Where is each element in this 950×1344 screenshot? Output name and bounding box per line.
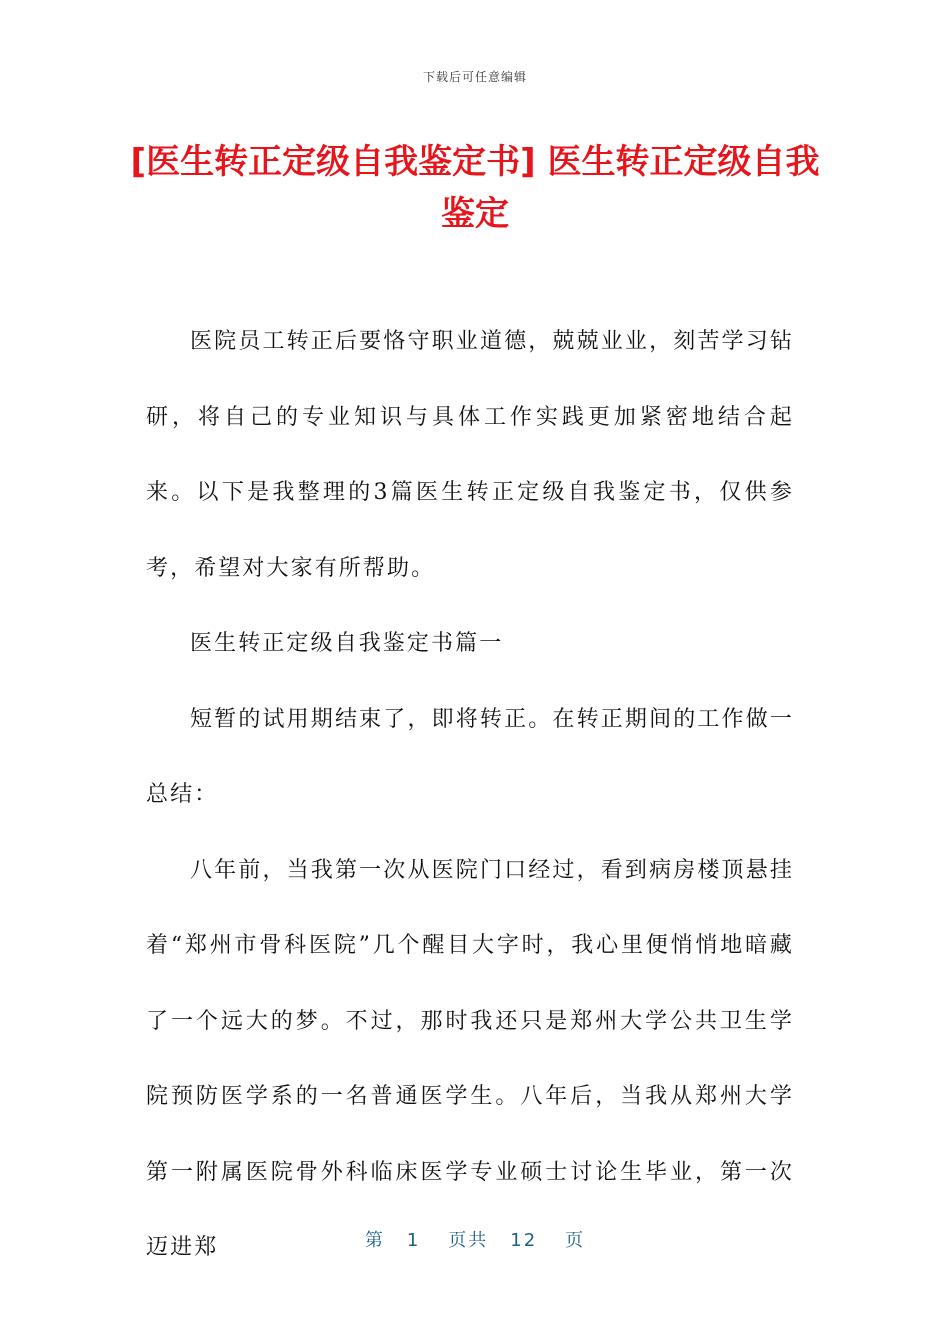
- document-body: [146, 304, 794, 1286]
- footer-page-number: 1: [406, 1230, 421, 1251]
- footer-prefix: 第: [364, 1230, 385, 1251]
- document-title: [医生转正定级自我鉴定书] 医生转正定级自我鉴定: [130, 142, 820, 234]
- paragraph-story: 八年前，当我第一次从医院门口经过，看到病房楼顶悬挂着“郑州市骨科医院”几个醒目大字时，我心里便悄悄地暗藏了一个远大的梦。不过，那时我还只是郑州大学公共卫生学院预防医学系的一名普通医学生。八年后，当我从郑州大学第一附属医院骨外科临床医学专业硕士讨论生毕业，第一次迈进郑: [146, 857, 794, 1260]
- paragraph-intro: 医院员工转正后要恪守职业道德，兢兢业业，刻苦学习钻研，将自己的专业知识与具体工作实践更加紧密地结合起来。以下是我整理的3篇医生转正定级自我鉴定书，仅供参考，希望对大家有所帮助。: [146, 329, 794, 581]
- footer-total-pages: 12: [510, 1230, 538, 1251]
- footer-suffix: 页: [565, 1230, 586, 1251]
- header-note: 下载后可任意编辑: [422, 70, 527, 84]
- page-footer: [0, 1226, 950, 1252]
- paragraph-summary: 短暂的试用期结束了，即将转正。在转正期间的工作做一总结：: [146, 706, 794, 807]
- paragraph-section-heading: 医生转正定级自我鉴定书篇一: [190, 631, 504, 656]
- footer-middle: 页共: [448, 1230, 489, 1251]
